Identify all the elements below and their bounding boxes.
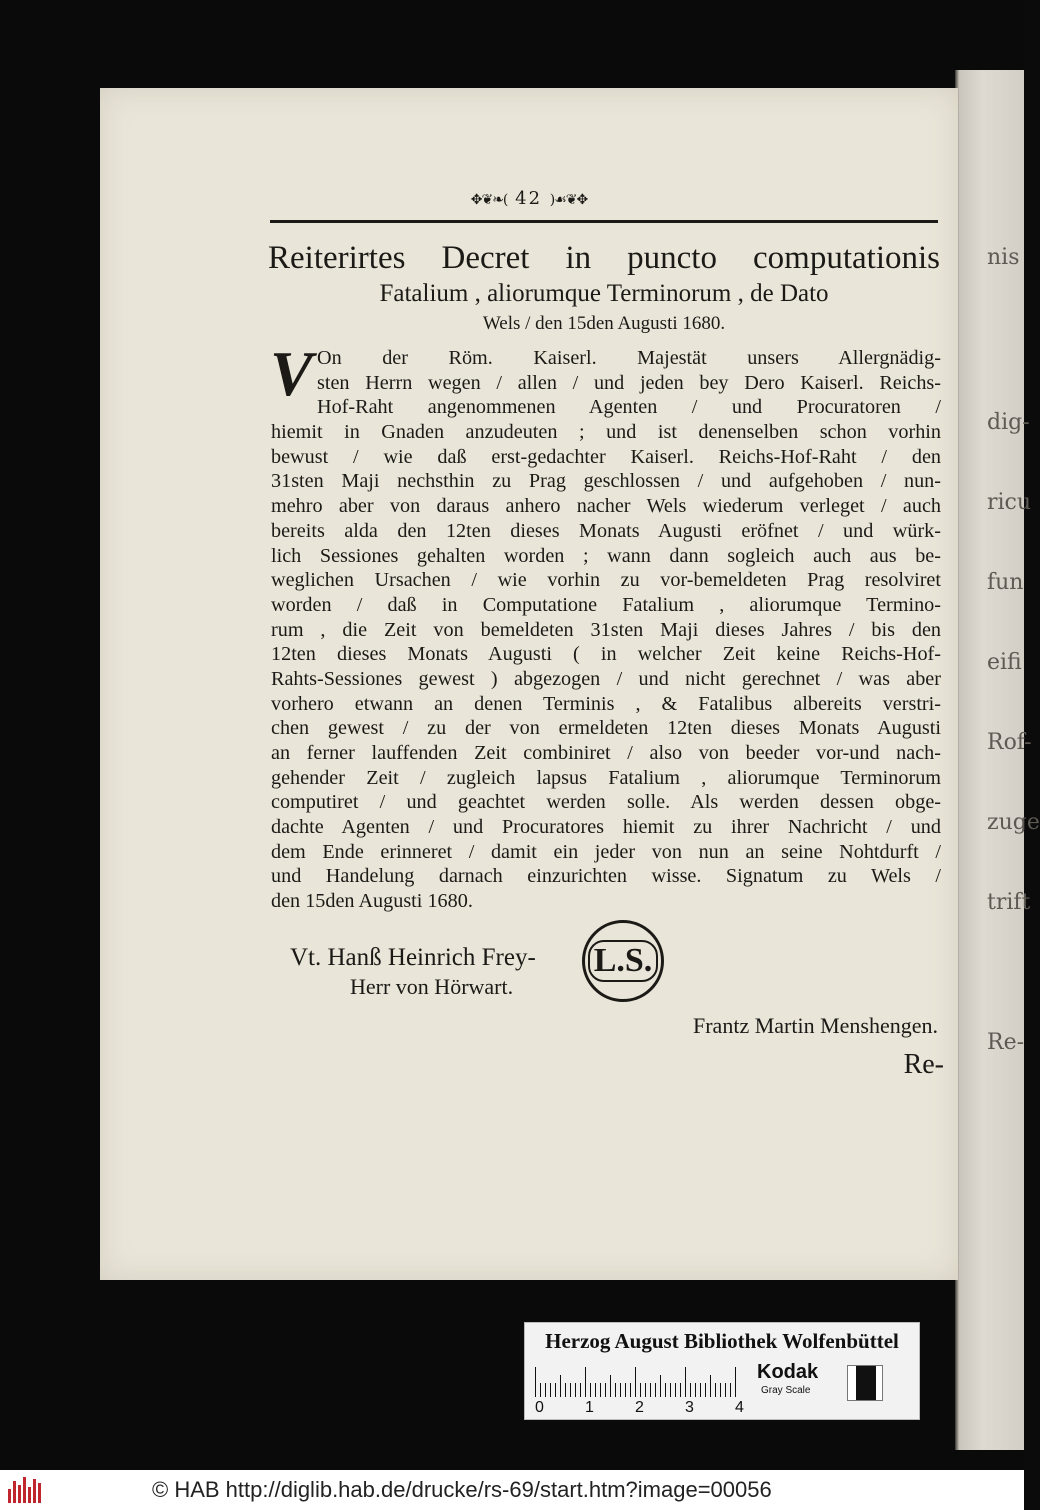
ruler-tick	[615, 1383, 616, 1397]
gray-swatch	[847, 1365, 883, 1401]
title-line-3: Wels / den 15den Augusti 1680.	[482, 313, 726, 334]
ruler-tick	[595, 1383, 596, 1397]
library-name: Herzog August Bibliothek Wolfenbüttel	[545, 1329, 899, 1353]
signature-line-2: Herr von Hörwart.	[350, 974, 514, 999]
ruler-tick	[665, 1383, 666, 1397]
ruler-tick	[660, 1375, 661, 1397]
drop-cap-initial: V	[270, 338, 313, 409]
body-line: bewust / wie daß erst-gedachter Kaiserl. Reichs-Hof-Raht / den	[271, 445, 941, 468]
ruler-tick	[590, 1383, 591, 1397]
body-line: worden / daß in Computatione Fatalium , aliorumque Termino-	[271, 593, 941, 616]
ruler-tick	[550, 1383, 551, 1397]
ruler-tick	[580, 1383, 581, 1397]
document-page	[100, 88, 958, 1280]
ruler-number: 1	[585, 1399, 594, 1416]
signature-line-1: Vt. Hanß Heinrich Frey-	[290, 944, 536, 971]
ruler-tick	[655, 1383, 656, 1397]
ruler-number: 0	[535, 1399, 544, 1416]
body-line: dem Ende erinneret / damit ein jeder von nun an seine Nohtdurft /	[271, 840, 941, 863]
ruler-tick	[700, 1383, 701, 1397]
body-line: und Handelung darnach einzurichten wisse. Signatum zu Wels /	[271, 865, 941, 888]
grayscale-label: Gray Scale	[761, 1385, 811, 1396]
body-line: Hof-Raht angenommenen Agenten / und Procuratoren /	[317, 396, 941, 419]
ornament-left-icon: ✥❦❧(	[470, 192, 508, 208]
ruler-tick	[685, 1367, 686, 1397]
body-line: On der Röm. Kaiserl. Majestät unsers Allergnädig-	[317, 347, 941, 369]
ruler-tick	[720, 1383, 721, 1397]
body-line: Rahts-Sessiones gewest ) abgezogen / und nicht gerechnet / was aber	[271, 667, 941, 690]
kodak-label: Kodak	[757, 1361, 819, 1383]
ruler-tick	[575, 1383, 576, 1397]
ruler-tick	[555, 1383, 556, 1397]
body-line: an ferner lauffenden Zeit combiniret / also von beeder vor-und nach-	[271, 742, 941, 764]
ruler-tick	[710, 1375, 711, 1397]
ruler-tick	[680, 1383, 681, 1397]
seal-text: L.S.	[588, 940, 659, 982]
ruler-number: 2	[635, 1399, 644, 1416]
page-number: 42	[515, 188, 543, 209]
adjacent-page: nis dig- ricu fun eifi Rof- zuge trift Re-	[955, 70, 1024, 1450]
ruler-tick	[625, 1383, 626, 1397]
ruler-tick	[535, 1367, 536, 1397]
hab-logo-icon	[8, 1477, 44, 1503]
ruler-tick	[605, 1383, 606, 1397]
ruler-tick	[725, 1383, 726, 1397]
ruler-scale	[535, 1363, 745, 1397]
page-header	[100, 188, 958, 209]
body-line: mehro aber von daraus anhero nacher Wels wiederum verleget / auch	[271, 495, 941, 518]
ruler-tick	[730, 1383, 731, 1397]
ruler-tick	[545, 1383, 546, 1397]
header-rule	[270, 220, 938, 223]
body-line: 31sten Maji nechsthin zu Prag geschlossen / und aufgehoben / nun-	[271, 470, 941, 493]
catchword: Re-	[903, 1049, 944, 1080]
signature-menshengen: Frantz Martin Menshengen.	[693, 1013, 938, 1038]
title-line-2: Fatalium , aliorumque Terminorum , de Dato	[379, 280, 829, 307]
ruler-tick	[645, 1383, 646, 1397]
ruler-tick	[540, 1383, 541, 1397]
ruler-tick	[585, 1367, 586, 1397]
body-line: computiret / und geachtet werden solle. Als werden dessen obge-	[271, 791, 941, 814]
ruler-number: 4	[735, 1399, 744, 1416]
ruler-tick	[715, 1383, 716, 1397]
ruler-tick	[610, 1375, 611, 1397]
signature-hoerwart	[290, 943, 536, 1001]
ruler-tick	[640, 1383, 641, 1397]
body-line: den 15den Augusti 1680.	[271, 890, 473, 913]
body-line: 12ten dieses Monats Augusti ( in welcher Zeit keine Reichs-Hof-	[271, 643, 941, 666]
ruler-tick	[635, 1367, 636, 1397]
body-line: dachte Agenten / und Procuratores hiemit zu ihrer Nachricht / und	[271, 816, 941, 839]
body-line: chen gewest / zu der von ermeldeten 12ten dieses Monats Augusti	[271, 717, 941, 740]
ruler-tick	[690, 1383, 691, 1397]
ruler-tick	[650, 1383, 651, 1397]
ruler-tick	[560, 1375, 561, 1397]
ruler-tick	[675, 1383, 676, 1397]
ruler-tick	[705, 1383, 706, 1397]
seal-stamp	[582, 920, 664, 1002]
body-line: sten Herrn wegen / allen / und jeden bey Dero Kaiserl. Reichs-	[317, 371, 941, 394]
ruler-tick	[630, 1383, 631, 1397]
copyright-url[interactable]: © HAB http://diglib.hab.de/drucke/rs-69/start.htm?image=00056	[152, 1477, 772, 1502]
body-line: gehender Zeit / zugleich lapsus Fatalium , aliorumque Terminorum	[271, 766, 941, 789]
ruler-tick	[600, 1383, 601, 1397]
ornament-right-icon: )☙❦✥	[549, 192, 588, 208]
body-line: weglichen Ursachen / wie vorhin zu vor-bemeldeten Prag resolviret	[271, 569, 941, 592]
ruler-tick	[620, 1383, 621, 1397]
body-line: vorhero etwann an denen Terminis , & Fatalibus albereits verstri-	[271, 692, 941, 715]
body-line: bereits alda den 12ten dieses Monats Augusti eröfnet / und würk-	[271, 519, 941, 542]
decree-body	[270, 338, 941, 914]
ruler-tick	[565, 1383, 566, 1397]
decree-title	[268, 238, 940, 338]
ruler-tick	[695, 1383, 696, 1397]
body-line: rum , die Zeit von bemeldeten 31sten Maji dieses Jahres / bis den	[271, 618, 941, 641]
color-calibration-chart	[524, 1322, 920, 1420]
ruler-tick	[735, 1367, 736, 1397]
ruler-number: 3	[685, 1399, 694, 1416]
body-line: lich Sessiones gehalten worden ; wann dann sogleich auch aus be-	[271, 544, 941, 567]
title-line-1: Reiterirtes Decret in puncto computationis	[268, 240, 940, 276]
ruler-tick	[570, 1383, 571, 1397]
ruler-tick	[670, 1383, 671, 1397]
body-line: hiemit in Gnaden anzudeuten ; und ist denenselben schon vorhin	[271, 421, 941, 444]
footer-bar	[0, 1470, 1024, 1510]
